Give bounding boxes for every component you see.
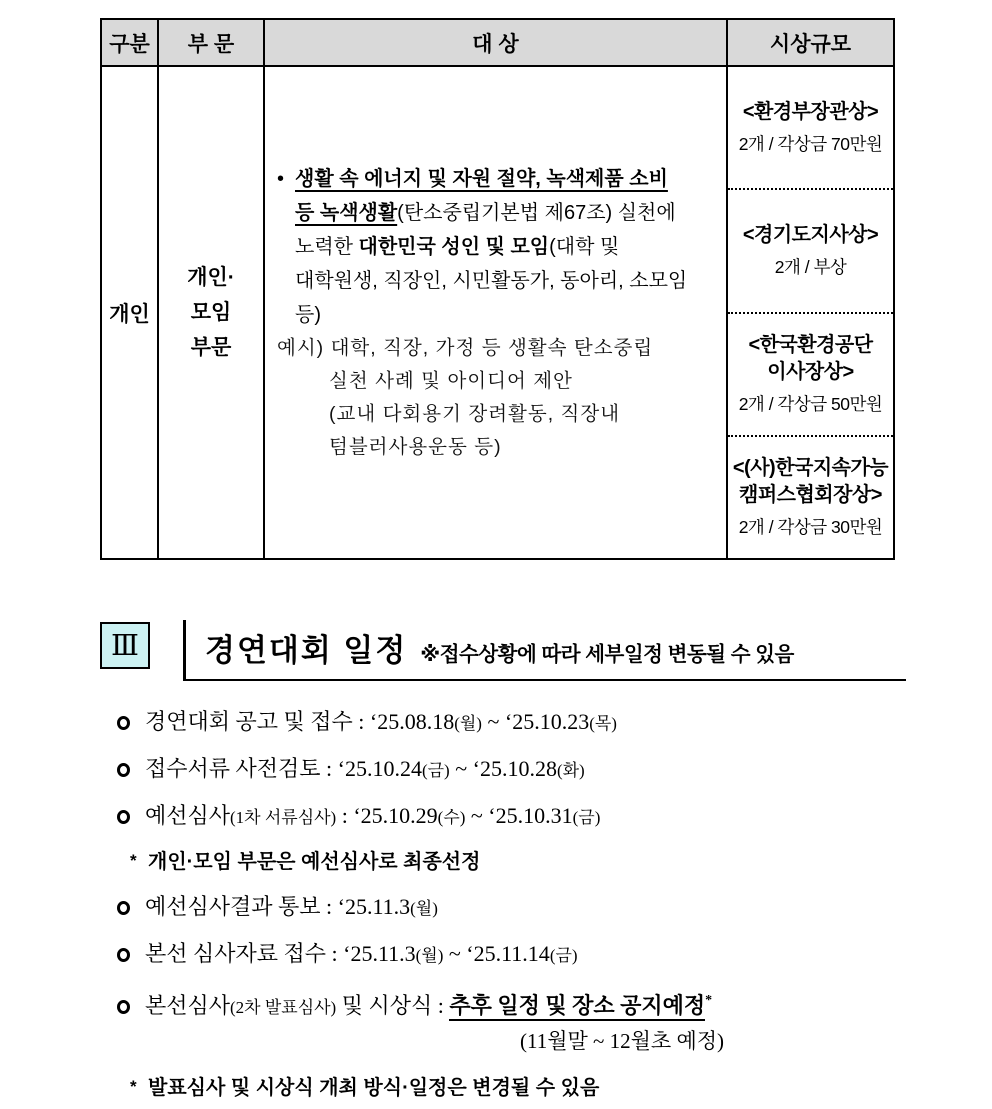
schedule-text: 예선심사결과 통보 : ‘25.11.3 xyxy=(145,894,411,919)
schedule-text: ~ ‘25.10.23 xyxy=(481,709,590,734)
schedule-text: 본선 심사자료 접수 : ‘25.11.3 xyxy=(145,941,416,966)
schedule-day: (월) xyxy=(454,714,482,733)
award-title: <환경부장관상> xyxy=(742,101,879,124)
table-header-division: 부 문 xyxy=(159,20,265,65)
division-cell xyxy=(159,67,265,558)
award-title: 캠퍼스협회장상> xyxy=(739,484,882,507)
award-item xyxy=(728,67,893,190)
award-title: <(사)한국지속가능 xyxy=(732,457,889,480)
section-title: 경연대회 일정 xyxy=(205,633,408,668)
schedule-text: ~ ‘25.10.31 xyxy=(465,803,573,828)
schedule-item xyxy=(100,977,980,1024)
asterisk-marker: * xyxy=(130,1077,137,1096)
target-line xyxy=(277,162,668,196)
table-header-category: 구분 xyxy=(102,20,159,65)
schedule-day: (수) xyxy=(437,808,466,827)
award-detail: 2개 / 각상금 70만원 xyxy=(738,134,883,155)
table-header-target: 대 상 xyxy=(265,20,728,65)
asterisk-marker: * xyxy=(130,851,137,870)
target-emphasis: 등 녹색생활 xyxy=(295,201,398,224)
table-header-row xyxy=(102,20,893,67)
target-text: (대학 및 xyxy=(549,235,620,258)
target-line xyxy=(277,230,619,264)
schedule-text: 및 시상식 : xyxy=(336,993,450,1018)
target-example-line: 예시) 대학, 직장, 가정 등 생활속 탄소중립 xyxy=(277,336,654,359)
division-line: 부문 xyxy=(190,336,232,359)
schedule-text: ~ ‘25.10.28 xyxy=(449,756,557,781)
schedule-item xyxy=(100,792,980,839)
division-line: 개인· xyxy=(187,266,235,289)
award-title: <경기도지사상> xyxy=(742,224,879,247)
hollow-circle-icon xyxy=(117,763,130,777)
schedule-day: (월) xyxy=(410,899,438,918)
schedule-text: ~ ‘25.11.14 xyxy=(443,941,550,966)
hollow-circle-icon xyxy=(117,948,130,962)
award-title: 이사장상> xyxy=(767,361,854,384)
schedule-note-text: 개인·모임 부문은 예선심사로 최종선정 xyxy=(148,851,481,873)
schedule-paren: (1차 서류심사) xyxy=(230,808,337,827)
schedule-note xyxy=(100,839,980,883)
schedule-day: (금) xyxy=(572,808,601,827)
section-numeral-box: Ⅲ xyxy=(100,622,150,669)
table-header-award: 시상규모 xyxy=(769,32,852,56)
target-example-line: (교내 다회용기 장려활동, 직장내 xyxy=(329,402,621,425)
schedule-day: (목) xyxy=(589,714,617,733)
schedule-highlight: 추후 일정 및 장소 공지예정 xyxy=(449,993,705,1021)
schedule-text: 본선심사 xyxy=(145,993,231,1018)
section-title-wrap xyxy=(183,620,906,681)
target-example-line: 텀블러사용운동 등) xyxy=(329,435,502,458)
schedule-item xyxy=(100,745,980,792)
hollow-circle-icon xyxy=(117,716,130,730)
schedule-list xyxy=(100,698,980,1109)
schedule-note-text: 발표심사 및 시상식 개최 방식·일정은 변경될 수 있음 xyxy=(148,1077,600,1099)
target-bold: 대한민국 성인 및 모임 xyxy=(358,235,550,258)
award-table xyxy=(100,18,895,560)
schedule-text: 경연대회 공고 및 접수 : ‘25.08.18 xyxy=(145,709,455,734)
section-note: ※접수상황에 따라 세부일정 변동될 수 있음 xyxy=(420,643,794,666)
award-item xyxy=(728,437,893,558)
schedule-text: 접수서류 사전검토 : ‘25.10.24 xyxy=(145,756,422,781)
schedule-text: 예선심사 xyxy=(145,803,231,828)
target-text: 노력한 xyxy=(295,235,359,258)
target-text: (탄소중립기본법 제67조) 실천에 xyxy=(397,201,676,224)
award-detail: 2개 / 각상금 30만원 xyxy=(738,517,883,538)
schedule-day: (월) xyxy=(415,946,444,965)
award-item xyxy=(728,190,893,313)
target-cell xyxy=(265,67,728,558)
award-detail: 2개 / 부상 xyxy=(774,257,847,278)
award-scale-cell xyxy=(728,67,893,558)
target-emphasis: 생활 속 에너지 및 자원 절약, 녹색제품 소비 xyxy=(295,167,668,190)
schedule-text: : ‘25.10.29 xyxy=(336,803,438,828)
hollow-circle-icon xyxy=(117,901,130,915)
section-header xyxy=(100,620,906,681)
award-title: <한국환경공단 xyxy=(748,334,873,357)
schedule-day: (금) xyxy=(421,761,450,780)
division-line: 모임 xyxy=(190,301,232,324)
superscript-asterisk: * xyxy=(705,993,713,1008)
table-body-row xyxy=(102,67,893,558)
award-detail: 2개 / 각상금 50만원 xyxy=(738,394,883,415)
schedule-note xyxy=(100,1065,980,1109)
target-line: 대학원생, 직장인, 시민활동가, 동아리, 소모임 xyxy=(295,269,688,292)
schedule-paren: (2차 발표심사) xyxy=(230,998,337,1017)
schedule-day: (화) xyxy=(556,761,585,780)
target-line xyxy=(277,196,676,230)
schedule-item xyxy=(100,883,980,930)
schedule-item xyxy=(100,698,980,745)
schedule-day: (금) xyxy=(549,946,578,965)
schedule-continuation: (11월말 ~ 12월초 예정) xyxy=(520,1029,725,1053)
schedule-item xyxy=(100,930,980,977)
bullet-icon: • xyxy=(277,167,285,190)
hollow-circle-icon xyxy=(117,1000,130,1014)
target-line: 등) xyxy=(295,303,321,326)
target-example-line: 실천 사례 및 아이디어 제안 xyxy=(329,369,573,392)
category-cell: 개인 xyxy=(102,67,159,558)
award-item xyxy=(728,314,893,437)
hollow-circle-icon xyxy=(117,810,130,824)
